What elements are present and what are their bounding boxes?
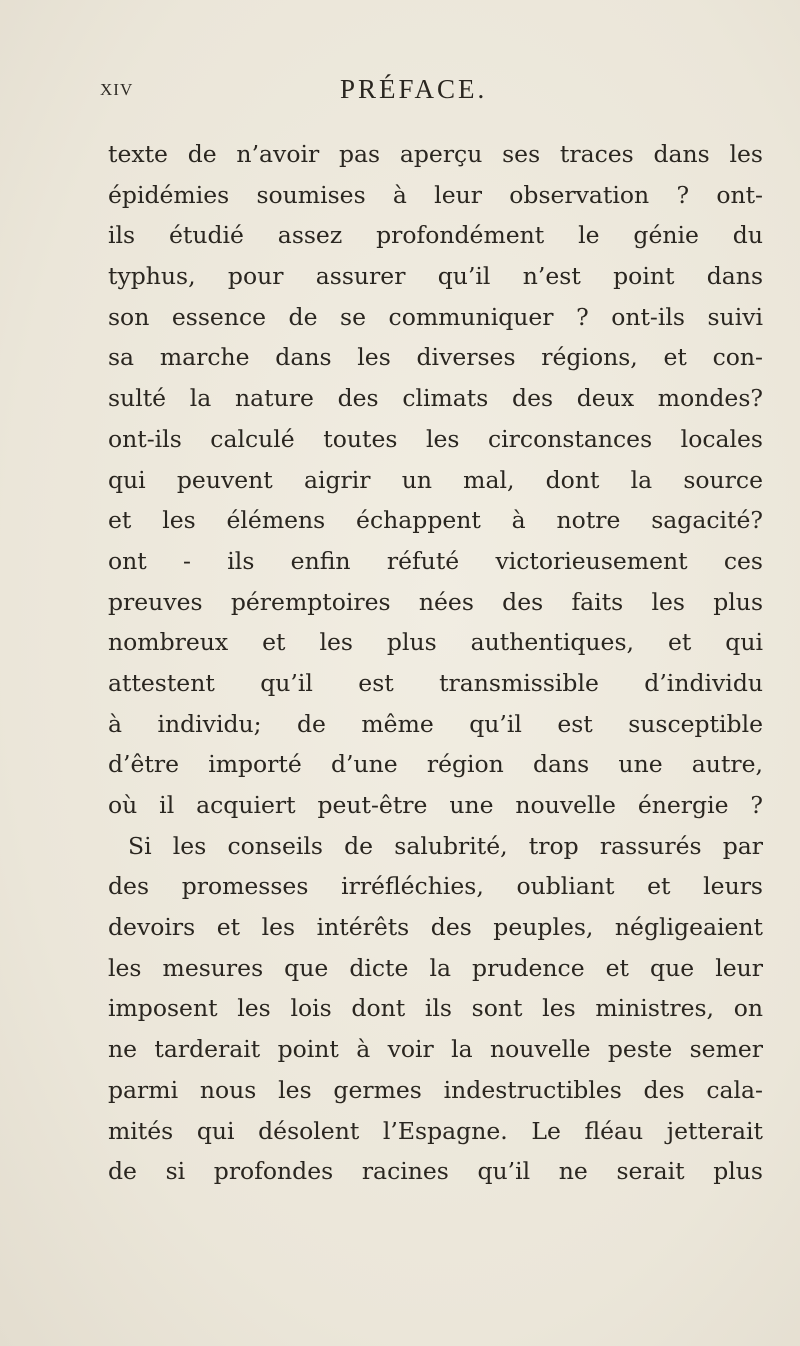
text-line: sulté la nature des climats des deux mondes? <box>108 384 763 413</box>
text-line: et les élémens échappent à notre sagacité? <box>108 506 763 535</box>
paragraph-first-line: Si les conseils de salubrité, trop rassurés par <box>128 831 763 860</box>
text-line: à individu; de même qu’il est susceptible <box>108 709 763 738</box>
text-line: les mesures que dicte la prudence et que leur <box>108 953 763 982</box>
text-line: ne tarderait point à voir la nouvelle peste semer <box>108 1035 763 1064</box>
text-line: d’être importé d’une région dans une autre, <box>108 750 763 779</box>
text-line: ont - ils enfin réfuté victorieusement ces <box>108 546 763 575</box>
text-line: des promesses irréfléchies, oubliant et leurs <box>108 872 763 901</box>
text-line: typhus, pour assurer qu’il n’est point dans <box>108 262 763 291</box>
text-line: preuves péremptoires nées des faits les plus <box>108 587 763 616</box>
text-line: imposent les lois dont ils sont les ministres, on <box>108 994 763 1023</box>
text-line: texte de n’avoir pas aperçu ses traces dans les <box>108 140 763 168</box>
text-line: ils étudié assez profondément le génie du <box>108 221 763 250</box>
text-line: de si profondes racines qu’il ne serait plus <box>108 1157 763 1186</box>
text-line: ont-ils calculé toutes les circonstances locales <box>108 424 763 453</box>
text-line: où il acquiert peut-être une nouvelle énergie ? <box>108 791 763 819</box>
text-line: qui peuvent aigrir un mal, dont la source <box>108 465 763 494</box>
running-title: PRÉFACE. <box>340 74 488 104</box>
text-line: devoirs et les intérêts des peuples, négligeaient <box>108 913 763 942</box>
page-number: XIV <box>100 80 134 99</box>
text-line: parmi nous les germes indestructibles des cala- <box>108 1075 763 1104</box>
text-line: sa marche dans les diverses régions, et con- <box>108 343 763 372</box>
text-line: épidémies soumises à leur observation ? ont- <box>108 180 763 209</box>
text-line: nombreux et les plus authentiques, et qui <box>108 628 763 657</box>
page-header <box>100 74 740 114</box>
text-line: attestent qu’il est transmissible d’individu <box>108 668 763 697</box>
text-line: son essence de se communiquer ? ont-ils suivi <box>108 302 763 331</box>
body-text <box>108 134 763 1192</box>
text-line: mités qui désolent l’Espagne. Le fléau jetterait <box>108 1116 763 1145</box>
